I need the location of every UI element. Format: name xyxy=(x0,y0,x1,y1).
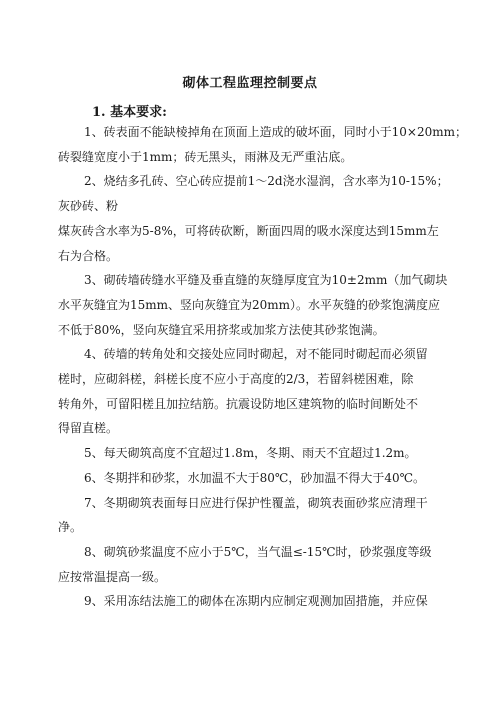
text-line: 砖裂缝宽度小于1mm；砖无黑头，雨淋及无严重沾底。 xyxy=(58,149,353,164)
text-line: 2、烧结多孔砖、空心砖应提前1～2d浇水湿润，含水率为10-15%； xyxy=(84,174,449,189)
text-line: 水平灰缝宜为15mm、竖向灰缝宜为20mm）。水平灰缝的砂浆饱满度应 xyxy=(58,297,441,312)
text-line: 6、冬期拌和砂浆，水加温不大于80℃，砂加温不得大于40℃。 xyxy=(84,470,426,485)
text-line: 5、每天砌筑高度不宜超过1.8m，冬期、雨天不宜超过1.2m。 xyxy=(84,446,417,461)
text-line: 应按常温提高一级。 xyxy=(58,569,167,584)
text-line: 7、冬期砌筑表面每日应进行保护性覆盖，砌筑表面砂浆应清理干 xyxy=(84,495,428,510)
text-line: 煤灰砖含水率为5-8%，可将砖砍断，断面四周的吸水深度达到15mm左 xyxy=(58,223,439,238)
text-line: 不低于80%，竖向灰缝宜采用挤浆或加浆方法使其砂浆饱满。 xyxy=(58,322,385,337)
document-title: 砌体工程监理控制要点 xyxy=(182,76,318,91)
text-line: 转角外，可留阳槎且加拉结筋。抗震设防地区建筑物的临时间断处不 xyxy=(58,396,419,411)
text-line: 槎时，应砌斜槎，斜槎长度不应小于高度的2/3，若留斜槎困难，除 xyxy=(58,372,414,387)
text-line: 9、采用冻结法施工的砌体在冻期内应制定观测加固措施，并应保 xyxy=(84,594,428,609)
text-line: 灰砂砖、粉 xyxy=(58,199,119,214)
text-line: 净。 xyxy=(58,520,83,535)
text-line: 得留直槎。 xyxy=(58,421,119,436)
text-line: 右为合格。 xyxy=(58,248,119,263)
document-body xyxy=(58,120,467,614)
section-heading: 1. 基本要求: xyxy=(92,105,167,120)
text-line: 8、砌筑砂浆温度不应小于5℃，当气温≤-15℃时，砂浆强度等级 xyxy=(84,544,432,559)
text-line: 4、砖墙的转角处和交接处应同时砌起，对不能同时砌起而必须留 xyxy=(84,347,428,362)
text-line: 1、砖表面不能缺棱掉角在顶面上造成的破坏面，同时小于10×20mm； xyxy=(84,125,467,139)
text-line: 3、砌砖墙砖缝水平缝及垂直缝的灰缝厚度宜为10±2mm（加气砌块 xyxy=(84,273,448,288)
